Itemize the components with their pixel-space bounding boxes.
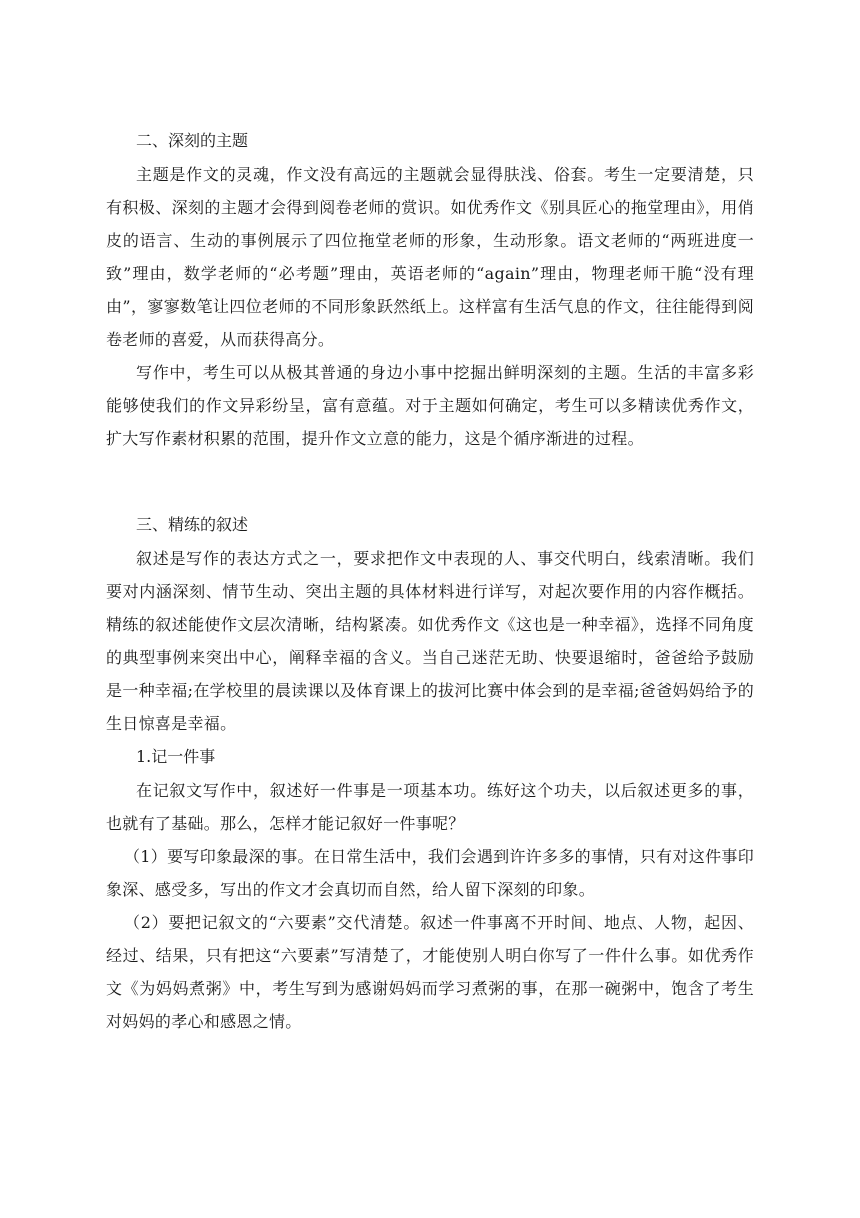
paragraph: 主题是作文的灵魂，作文没有高远的主题就会显得肤浅、俗套。考生一定要清楚，只有积极、深刻的主题才会得到阅卷老师的赏识。如优秀作文《别具匠心的拖堂理由》，用俏皮的语言、生动的事例展示了四位拖堂老师的形象，生动形象。语文老师的“两班进度一致”理由，数学老师的“必考题”理由，英语老师的“again”理由，物理老师干脆“没有理由”，寥寥数笔让四位老师的不同形象跃然纸上。这样富有生活气息的作文，往往能得到阅卷老师的喜爱，从而获得高分。 [106, 165, 754, 349]
subheading: 1.记一件事 [136, 747, 216, 766]
paragraph: 在记叙文写作中，叙述好一件事是一项基本功。练好这个功夫，以后叙述更多的事，也就有了基础。那么，怎样才能记叙好一件事呢？ [106, 781, 754, 833]
section-heading-3: 三、精练的叙述 [136, 515, 249, 534]
paragraph: 写作中，考生可以从极其普通的身边小事中挖掘出鲜明深刻的主题。生活的丰富多彩能够使我们的作文异彩纷呈，富有意蕴。对于主题如何确定，考生可以多精读优秀作文，扩大写作素材积累的范围，提升作文立意的能力，这是个循序渐进的过程。 [106, 363, 754, 448]
section-spacer [106, 455, 754, 508]
numbered-paragraph: （2）要把记叙文的“六要素”交代清楚。叙述一件事离不开时间、地点、人物，起因、经过、结果，只有把这“六要素”写清楚了，才能使别人明白你写了一件什么事。如优秀作文《为妈妈煮粥》中，考生写到为感谢妈妈而学习煮粥的事，在那一碗粥中，饱含了考生对妈妈的孝心和感恩之情。 [106, 913, 754, 1031]
paragraph: 叙述是写作的表达方式之一，要求把作文中表现的人、事交代明白，线索清晰。我们要对内涵深刻、情节生动、突出主题的具体材料进行详写，对起次要作用的内容作概括。精练的叙述能使作文层次清晰，结构紧凑。如优秀作文《这也是一种幸福》，选择不同角度的典型事例来突出中心，阐释幸福的含义。当自己迷茫无助、快要退缩时，爸爸给予鼓励是一种幸福;在学校里的晨读课以及体育课上的拔河比赛中体会到的是幸福;爸爸妈妈给予的生日惊喜是幸福。 [106, 549, 754, 733]
document-body [106, 124, 754, 1038]
numbered-paragraph: （1）要写印象最深的事。在日常生活中，我们会遇到许许多多的事情，只有对这件事印象深、感受多，写出的作文才会真切而自然，给人留下深刻的印象。 [106, 847, 754, 899]
section-heading-2: 二、深刻的主题 [136, 131, 249, 150]
